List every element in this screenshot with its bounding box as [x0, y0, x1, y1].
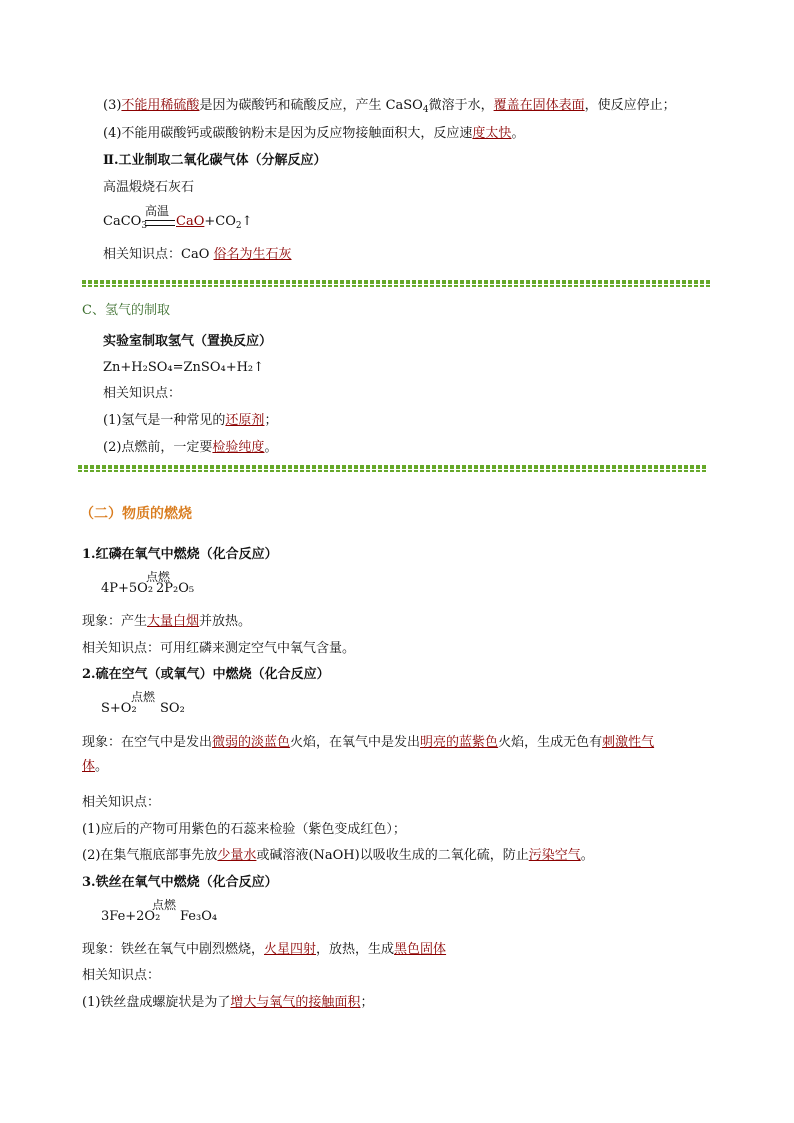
hydrogen-knowledge-1: (1)氢气是一种常见的还原剂；: [103, 413, 278, 428]
industrial-description: 高温煅烧石灰石: [103, 180, 195, 195]
equals-sign: [145, 220, 175, 226]
p1-phenomenon: 现象：产生大量白烟并放热。: [82, 614, 252, 629]
p3-heading: 3.铁丝在氧气中燃烧（化合反应）: [82, 875, 278, 890]
reaction-condition: 高温: [145, 204, 170, 218]
section-divider: [82, 280, 712, 284]
hydrogen-knowledge-label: 相关知识点：: [103, 386, 182, 401]
hydrogen-knowledge-2: (2)点燃前，一定要检验纯度。: [103, 440, 278, 455]
caco3-item-4: (4)不能用碳酸钙或碳酸钠粉末是因为反应物接触面积大，反应速度太快。: [103, 126, 525, 141]
document-page: (3)不能用稀硫酸是因为碳酸钙和硫酸反应，产生 CaSO$_4$微溶于水，覆盖在固体表面，使反应停止； (4)不能用碳酸钙或碳酸钠粉末是因为反应物接触面积大，反应速度太快。 Ⅱ.工业制取二氧化碳气体（分解反应） 高温煅烧石灰石 CaCO$_3$ 高温 $CaO+CO_2↑$ 相关知识点：CaO 俗名为生石灰 C、氢气的制取 实验室制取氢气（置换反应） Zn+H₂SO₄=ZnSO₄+H₂↑ 相关知识点： (1)氢气是一种常见的还原剂； (2)点燃前，一定要检验纯度。 （二）物质的燃烧 1.红磷在氧气中燃烧（化合反应） 点燃 4P+5O₂ 2P₂O₅ 现象：产生大量白烟并放热。 相关知识点：可用红磷来测定空气中氧气含量。 2.硫在空气（或氧气）中燃烧（化合反应） 点燃 S+O₂ SO₂ 现象：在空气中是发出微弱的淡蓝色火焰，在氧气中是发出明亮的蓝紫色火焰，生成无色有刺激性气 体。 相关知识点： (1)应后的产物可用紫色的石蕊来检验（紫色变成红色）； (2)在集气瓶底部事先放少量水或碱溶液(NaOH)以吸收生成的二氧化硫，防止污染空气。 3.铁丝在氧气中燃烧（化合反应） 点燃 3Fe+2O₂ Fe₃O₄ 现象：铁丝在氧气中剧烈燃烧，火星四射，放热，生成黑色固体 相关知识点： (1)铁丝盘成螺旋状是为了增大与氧气的接触面积；: [0, 0, 794, 1123]
p2-heading: 2.硫在空气（或氧气）中燃烧（化合反应）: [82, 667, 330, 682]
p1-knowledge: 相关知识点：可用红磷来测定空气中氧气含量。: [82, 641, 356, 656]
p3-knowledge-1: (1)铁丝盘成螺旋状是为了增大与氧气的接触面积；: [82, 995, 374, 1010]
p2-phenomenon: 现象：在空气中是发出微弱的淡蓝色火焰，在氧气中是发出明亮的蓝紫色火焰，生成无色有刺激性气: [82, 735, 655, 750]
p2-knowledge-2: (2)在集气瓶底部事先放少量水或碱溶液(NaOH)以吸收生成的二氧化硫，防止污染空气。: [82, 848, 594, 863]
section-title: （二）物质的燃烧: [80, 506, 192, 522]
hydrogen-heading: 实验室制取氢气（置换反应）: [103, 334, 273, 349]
p3-phenomenon: 现象：铁丝在氧气中剧烈燃烧，火星四射，放热，生成黑色固体: [82, 942, 447, 957]
industrial-heading: Ⅱ.工业制取二氧化碳气体（分解反应）: [103, 153, 327, 168]
p1-heading: 1.红磷在氧气中燃烧（化合反应）: [82, 547, 278, 562]
hydrogen-title: C、氢气的制取: [82, 303, 170, 318]
p3-knowledge-label: 相关知识点：: [82, 968, 161, 983]
caco3-knowledge: 相关知识点：CaO 俗名为生石灰: [103, 247, 292, 262]
p2-knowledge-1: (1)应后的产物可用紫色的石蕊来检验（紫色变成红色）；: [82, 822, 406, 837]
hydrogen-equation: Zn+H₂SO₄=ZnSO₄+H₂↑: [103, 360, 265, 375]
section-divider-2: [78, 465, 708, 469]
p2-knowledge-label: 相关知识点：: [82, 795, 161, 810]
caco3-item-3: (3)不能用稀硫酸是因为碳酸钙和硫酸反应，产生 CaSO$_4$微溶于水，覆盖在固体表面，使反应停止；: [103, 98, 676, 115]
p2-phenomenon-cont: 体。: [82, 759, 109, 774]
